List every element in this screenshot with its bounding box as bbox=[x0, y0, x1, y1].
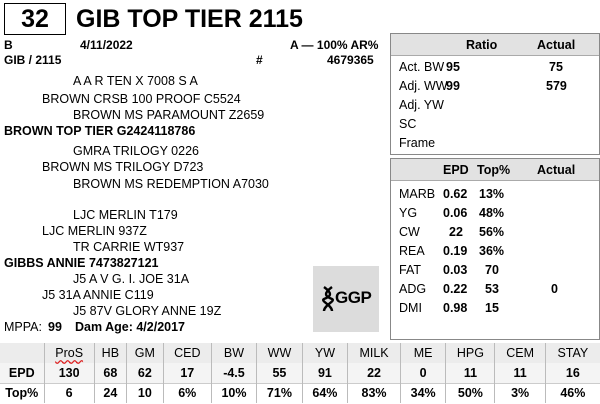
epd-row-label: DMI bbox=[399, 301, 422, 315]
row-label-epd: EPD bbox=[0, 363, 44, 383]
epd-row-top: 36% bbox=[479, 244, 505, 258]
table-cell: 11 bbox=[495, 363, 545, 383]
table-header-cell: HB bbox=[94, 343, 126, 363]
table-cell: 68 bbox=[94, 363, 126, 383]
table-cell: 50% bbox=[446, 383, 495, 403]
table-header-cell: BW bbox=[211, 343, 256, 363]
table-cell: 16 bbox=[545, 363, 600, 383]
epd-row-top: 48% bbox=[479, 206, 505, 220]
ratio-row-actual: 75 bbox=[549, 60, 563, 74]
table-cell: 62 bbox=[126, 363, 163, 383]
table-cell: 46% bbox=[545, 383, 600, 403]
pedigree-sire: BROWN TOP TIER G2424118786 bbox=[4, 124, 196, 138]
epd-row-value: 0.03 bbox=[443, 263, 468, 277]
table-header-cell: STAY bbox=[545, 343, 600, 363]
pedigree-ds: LJC MERLIN 937Z bbox=[42, 224, 147, 238]
table-row-epd bbox=[0, 363, 600, 383]
table-cell: 24 bbox=[94, 383, 126, 403]
epd-row-value: 0.62 bbox=[443, 187, 468, 201]
logo-text: GGP bbox=[335, 288, 372, 307]
table-cell: -4.5 bbox=[211, 363, 256, 383]
pedigree-sss: A A R TEN X 7008 S A bbox=[73, 74, 198, 88]
epd-row-top: 15 bbox=[485, 301, 499, 315]
pedigree-sd: BROWN MS TRILOGY D723 bbox=[42, 160, 204, 174]
pedigree-dds: J5 A V G. I. JOE 31A bbox=[73, 272, 190, 286]
table-cell: 6 bbox=[44, 383, 94, 403]
table-cell: 71% bbox=[257, 383, 302, 403]
table-header-cell bbox=[44, 343, 94, 363]
ratio-row-ratio: 99 bbox=[446, 79, 460, 93]
table-cell: 3% bbox=[495, 383, 545, 403]
epd-row-label: ADG bbox=[399, 282, 427, 296]
table-row-top-percent bbox=[0, 383, 600, 403]
dam-age: Dam Age: 4/2/2017 bbox=[75, 320, 186, 334]
ratio-col-header: Ratio bbox=[466, 38, 498, 52]
table-cell: 34% bbox=[400, 383, 445, 403]
epd-row-value: 0.22 bbox=[443, 282, 468, 296]
table-cell: 83% bbox=[348, 383, 401, 403]
table-cell: 130 bbox=[44, 363, 94, 383]
pedigree-dss: LJC MERLIN T179 bbox=[73, 208, 178, 222]
table-header-cell: CED bbox=[163, 343, 211, 363]
pedigree-sds: GMRA TRILOGY 0226 bbox=[73, 144, 199, 158]
ggp-logo bbox=[313, 266, 379, 332]
table-cell: 10 bbox=[126, 383, 163, 403]
epd-row-actual: 0 bbox=[551, 282, 558, 296]
carcass-epd-panel bbox=[390, 158, 600, 340]
epd-summary-table bbox=[0, 343, 600, 403]
table-cell: 64% bbox=[302, 383, 347, 403]
pedigree-ddd: J5 87V GLORY ANNE 19Z bbox=[73, 304, 222, 318]
dna-icon bbox=[321, 286, 335, 312]
ratio-row-ratio: 95 bbox=[446, 60, 460, 74]
table-header-cell: YW bbox=[302, 343, 347, 363]
animal-id: GIB / 2115 bbox=[4, 53, 62, 67]
row-label-top: Top% bbox=[0, 383, 44, 403]
epd-panel-header bbox=[391, 159, 599, 181]
ratio-panel-header bbox=[391, 34, 599, 56]
ratio-row-label: Act. BW bbox=[399, 60, 445, 74]
epd-col-header: EPD bbox=[443, 163, 469, 177]
table-header-cell: WW bbox=[257, 343, 302, 363]
birth-date: 4/11/2022 bbox=[80, 38, 133, 52]
table-header-cell: CEM bbox=[495, 343, 545, 363]
ratio-row-label: Adj. YW bbox=[399, 98, 444, 112]
epd-row-label: CW bbox=[399, 225, 420, 239]
mppa-label: MPPA: bbox=[4, 320, 42, 334]
table-cell: 91 bbox=[302, 363, 347, 383]
epd-row-value: 22 bbox=[449, 225, 463, 239]
reg-hash: # bbox=[256, 53, 263, 67]
epd-row-value: 0.98 bbox=[443, 301, 468, 315]
table-cell: 17 bbox=[163, 363, 211, 383]
epd-row-label: FAT bbox=[399, 263, 421, 277]
table-header-cell: GM bbox=[126, 343, 163, 363]
table-cell: 10% bbox=[211, 383, 256, 403]
pros-header: ProS bbox=[55, 346, 84, 360]
epd-row-label: YG bbox=[399, 206, 418, 220]
pedigree-dam: GIBBS ANNIE 7473827121 bbox=[4, 256, 159, 270]
table-header-cell: MILK bbox=[348, 343, 401, 363]
epd-row-value: 0.06 bbox=[443, 206, 468, 220]
page-title: GIB TOP TIER 2115 bbox=[76, 5, 303, 33]
table-header-cell: ME bbox=[400, 343, 445, 363]
ratio-row-label: SC bbox=[399, 117, 417, 131]
epd-row-label: MARB bbox=[399, 187, 436, 201]
ratio-panel bbox=[390, 33, 600, 155]
mppa-value: 99 bbox=[48, 320, 62, 334]
epd-row-top: 13% bbox=[479, 187, 505, 201]
pedigree-ssd: BROWN MS PARAMOUNT Z2659 bbox=[73, 108, 265, 122]
epd-row-value: 0.19 bbox=[443, 244, 468, 258]
ratio-row-label: Adj. WW bbox=[399, 79, 448, 93]
ratio-row-label: Frame bbox=[399, 136, 436, 150]
pedigree-dsd: TR CARRIE WT937 bbox=[73, 240, 185, 254]
actual-col-header: Actual bbox=[537, 163, 576, 177]
table-cell: 22 bbox=[348, 363, 401, 383]
epd-row-top: 70 bbox=[485, 263, 499, 277]
table-header-cell: HPG bbox=[446, 343, 495, 363]
top-col-header: Top% bbox=[477, 163, 511, 177]
table-header-row bbox=[0, 343, 600, 363]
table-corner bbox=[0, 343, 44, 363]
lot-number: 32 bbox=[4, 3, 66, 35]
pedigree-ss: BROWN CRSB 100 PROOF C5524 bbox=[42, 92, 241, 106]
actual-col-header: Actual bbox=[537, 38, 576, 52]
epd-row-top: 53 bbox=[485, 282, 499, 296]
table-cell: 55 bbox=[257, 363, 302, 383]
reg-number: 4679365 bbox=[327, 53, 374, 67]
sex-code: B bbox=[4, 38, 13, 52]
epd-row-label: REA bbox=[399, 244, 425, 258]
table-cell: 11 bbox=[446, 363, 495, 383]
table-cell: 0 bbox=[400, 363, 445, 383]
epd-row-top: 56% bbox=[479, 225, 505, 239]
pedigree-sdd: BROWN MS REDEMPTION A7030 bbox=[73, 177, 269, 191]
ar-percent: A — 100% AR% bbox=[290, 38, 379, 52]
pedigree-dd: J5 31A ANNIE C119 bbox=[42, 288, 154, 302]
table-cell: 6% bbox=[163, 383, 211, 403]
ratio-row-actual: 579 bbox=[546, 79, 567, 93]
